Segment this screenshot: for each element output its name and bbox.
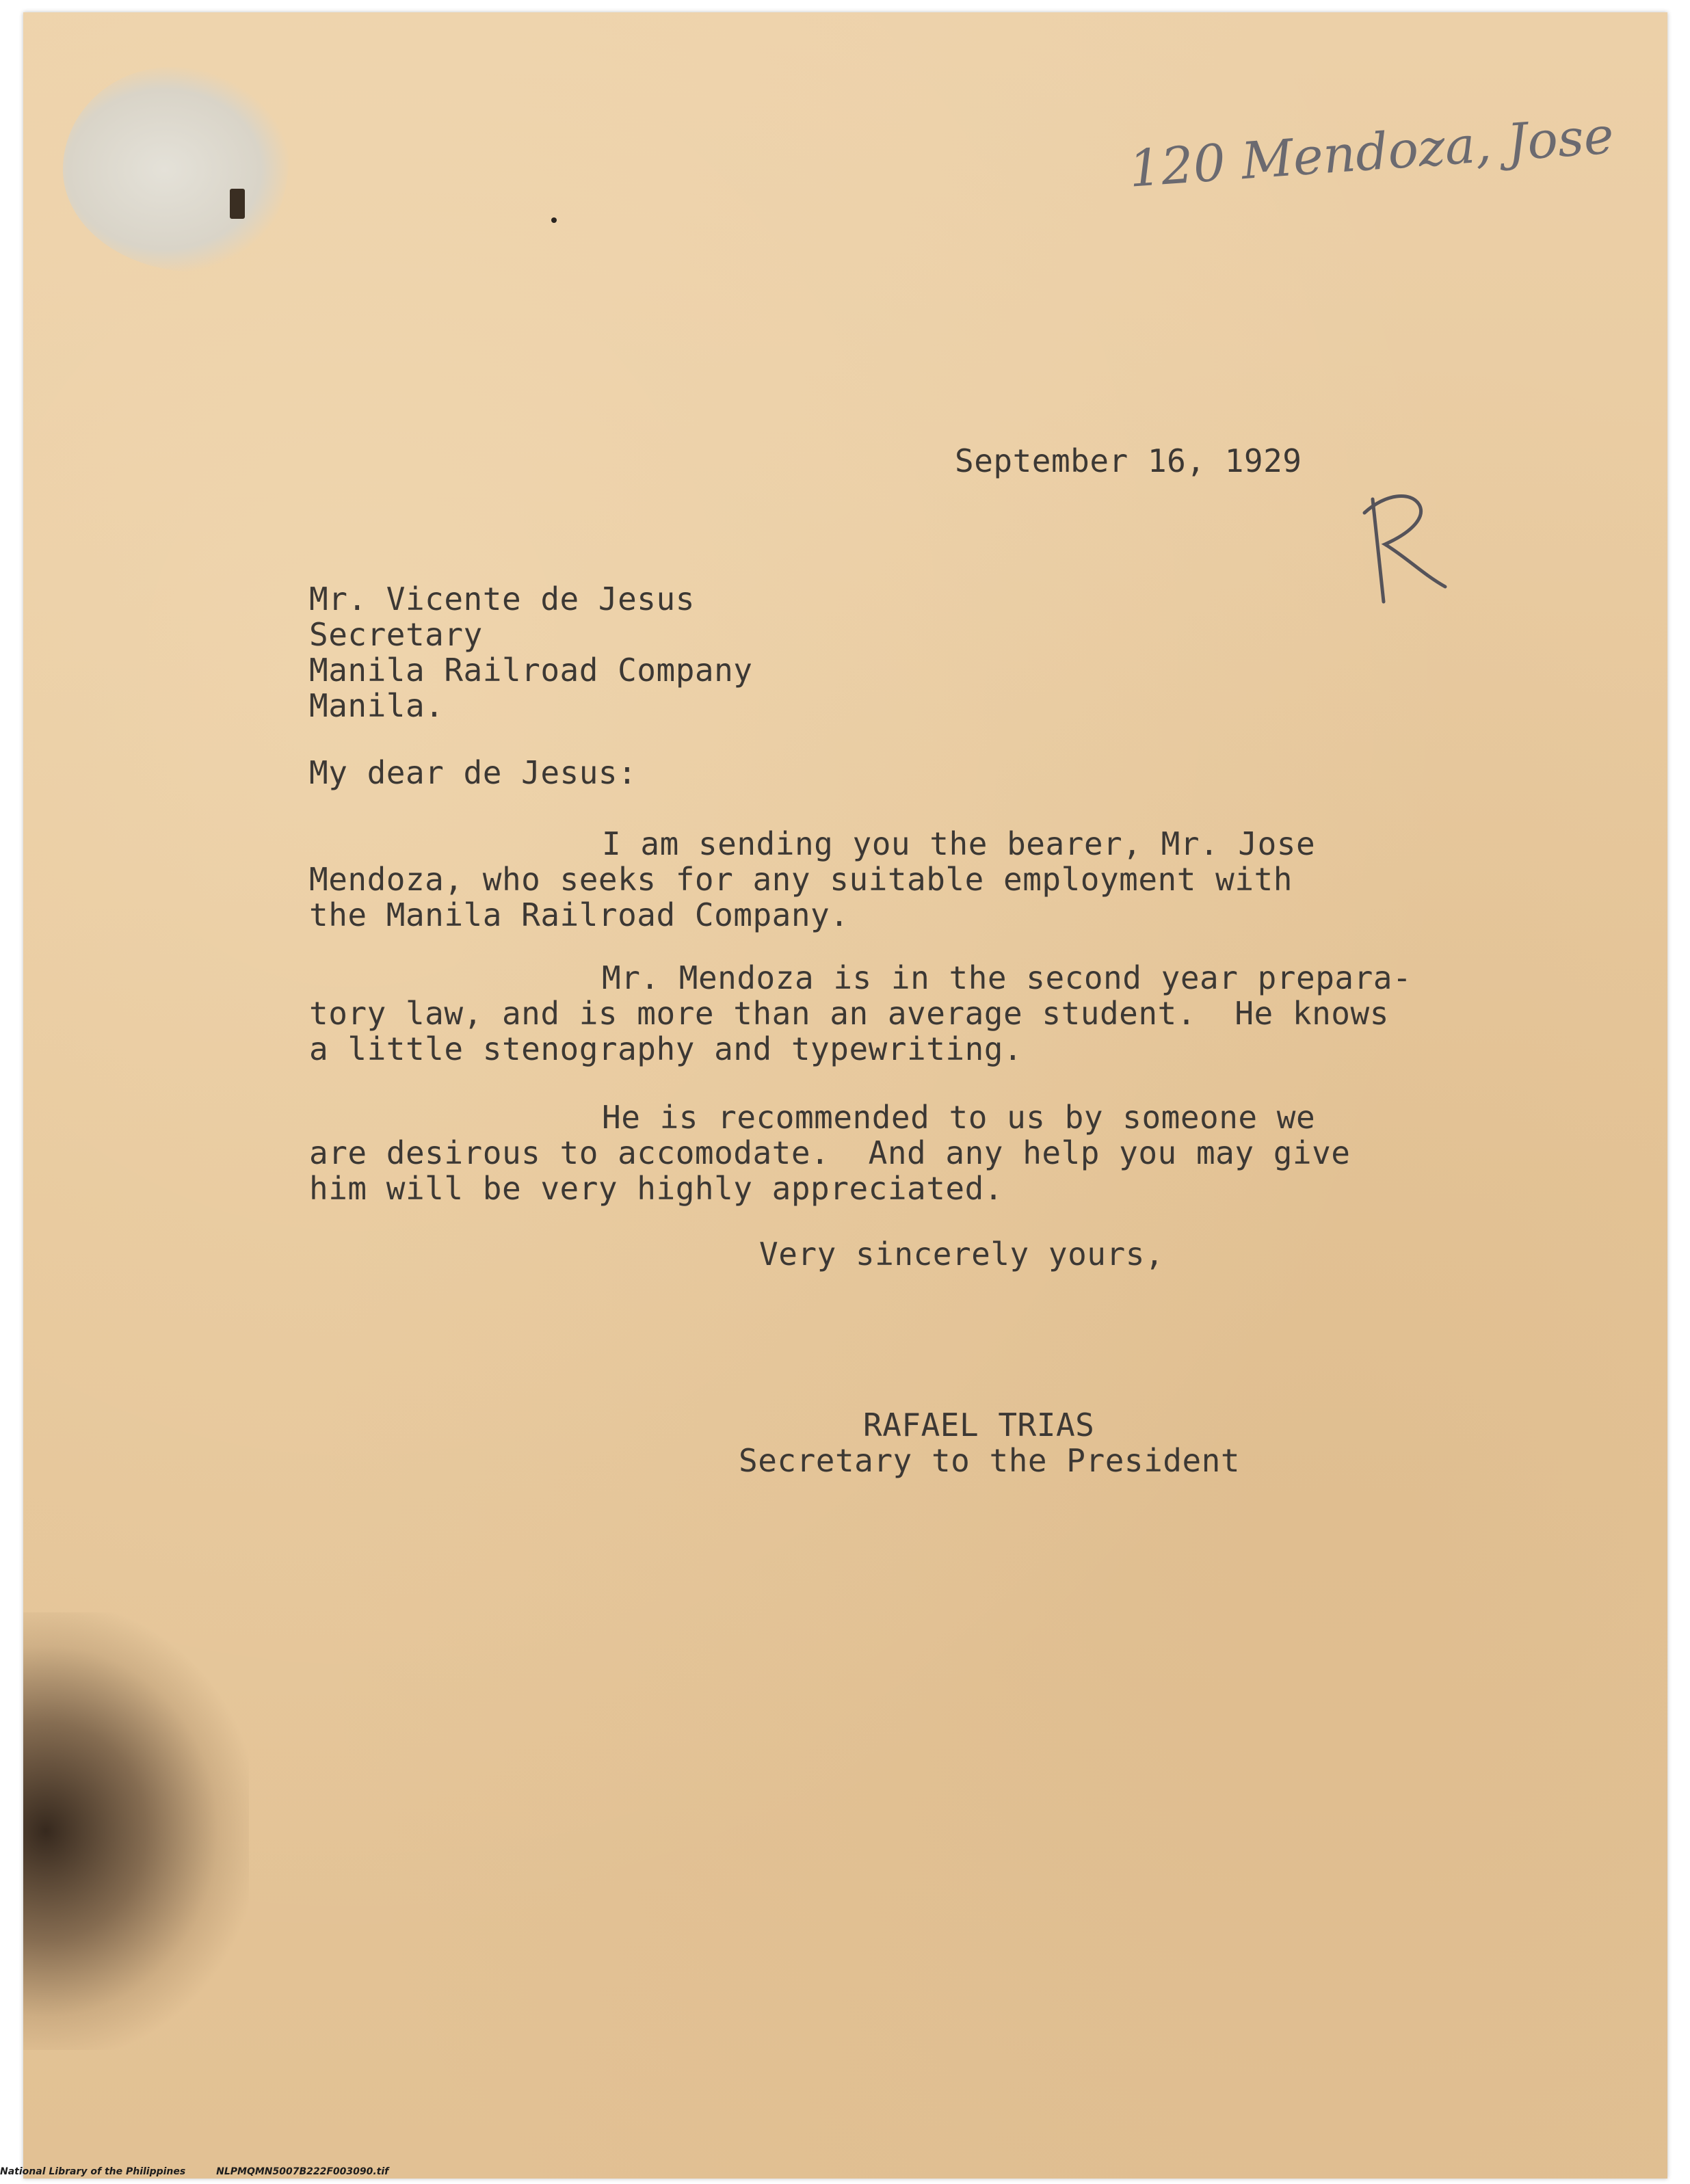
handwritten-initial-mark — [1358, 485, 1453, 615]
paragraph-line: him will be very highly appreciated. — [309, 1170, 1003, 1207]
paragraph-line: I am sending you the bearer, Mr. Jose — [602, 825, 1316, 862]
recipient-name: Mr. Vicente de Jesus — [309, 581, 695, 617]
paragraph-line: He is recommended to us by someone we — [602, 1099, 1316, 1136]
signature-name: RAFAEL TRIAS — [863, 1407, 1095, 1443]
closing: Very sincerely yours, — [759, 1236, 1165, 1273]
torn-paper-patch — [63, 67, 289, 272]
signature-title: Secretary to the President — [739, 1442, 1241, 1479]
burn-stain — [23, 1612, 249, 2050]
recipient-organization: Manila Railroad Company — [309, 652, 753, 689]
handwritten-note: 120 Mendoza, Jose — [1126, 106, 1616, 199]
salutation: My dear de Jesus: — [309, 754, 637, 791]
paragraph-line: Mr. Mendoza is in the second year prepara- — [602, 959, 1412, 996]
letter-date: September 16, 1929 — [955, 442, 1302, 479]
recipient-title: Secretary — [309, 616, 483, 653]
torn-edge-mark — [230, 189, 245, 219]
paragraph-line: Mendoza, who seeks for any suitable employment with — [309, 861, 1293, 898]
archive-footer — [0, 2166, 958, 2177]
paragraph-line: a little stenography and typewriting. — [309, 1030, 1023, 1067]
paragraph-line: are desirous to accomodate. And any help you may give — [309, 1134, 1351, 1171]
footer-file-id: NLPMQMN5007B222F003090.tif — [216, 2166, 389, 2177]
ink-dot — [551, 217, 557, 223]
paragraph-line: tory law, and is more than an average student. He knows — [309, 995, 1389, 1032]
footer-institution: National Library of the Philippines — [0, 2166, 186, 2177]
recipient-city: Manila. — [309, 687, 445, 724]
letter-paper — [23, 12, 1667, 2179]
paragraph-line: the Manila Railroad Company. — [309, 896, 849, 933]
